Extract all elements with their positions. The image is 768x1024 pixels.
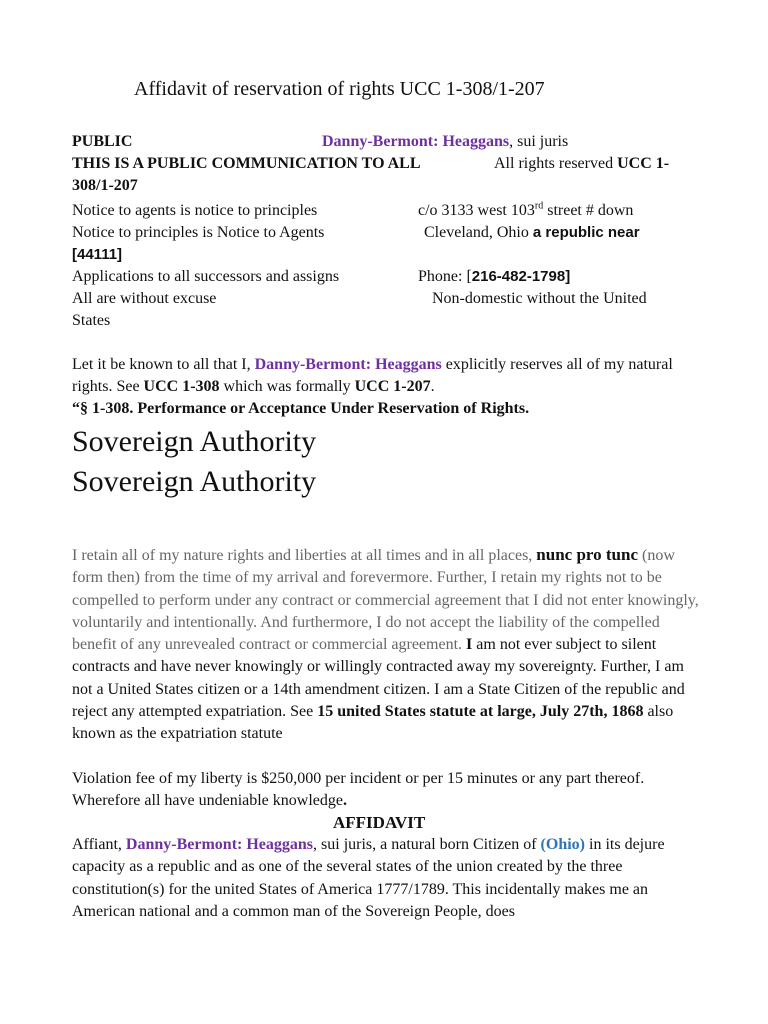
city-line xyxy=(424,222,640,244)
zip-code: [44111] xyxy=(72,246,123,263)
republic-near-text: a republic near xyxy=(532,224,640,241)
retain-text-3: am not ever subject to silent contracts and have never knowingly or willingly contracted away my sovereignty. Further, I am not a United States citizen or a 14th amendment citizen. I am a State Citizen of the republic and reject any attempted expatriation. See xyxy=(72,636,685,721)
affiant-name-affidavit: Danny-Bermont: Heaggans xyxy=(125,836,314,853)
affiant-name: Danny-Bermont: Heaggans xyxy=(322,133,510,150)
retain-rights-paragraph xyxy=(72,544,702,746)
retain-text-1: I retain all of my nature rights and liberties at all times and in all places, xyxy=(72,547,537,564)
ucc-reference-continued: 308/1-207 xyxy=(72,177,138,194)
reservation-paragraph xyxy=(72,354,702,399)
header-name-line xyxy=(322,131,568,153)
retain-text-2: (now form then) from the time of my arrival and forevermore. Further, I retain my rights not to be compelled to perform under any contract or commercial agreement that I did not enter knowingly, voluntarily and intentionally. And furthermore, I do not accept the liability of the compelled benefit of any unrevealed contract or commercial agreement. xyxy=(72,547,699,654)
violation-period: . xyxy=(342,792,347,810)
document-title: Affidavit of reservation of rights UCC 1-308/1-207 xyxy=(134,78,545,100)
phone-label: Phone: [ xyxy=(418,268,472,285)
phone-line xyxy=(418,266,570,288)
phone-number: 216-482-1798] xyxy=(471,268,571,285)
address-text: c/o 3133 west 103 xyxy=(418,202,535,219)
city-text: Cleveland, Ohio xyxy=(424,224,533,241)
known-text-3: which was formally xyxy=(219,378,355,396)
ucc-1-308-ref: UCC 1-308 xyxy=(143,378,220,396)
affidavit-heading: AFFIDAVIT xyxy=(333,813,426,832)
known-text-1: Let it be known to all that I, xyxy=(72,356,255,373)
address-suffix: street # down xyxy=(543,202,634,219)
affidavit-text-3: in its dejure capacity as a republic and as one of the several states of the union created by the three constitution(s) for the united States of America 1777/1789. This incidentally makes me an American national and a common man of the Sovereign People, does xyxy=(72,836,665,920)
rights-reserved-line xyxy=(494,153,669,175)
violation-paragraph xyxy=(72,768,702,813)
ucc-1-207-ref: UCC 1-207 xyxy=(354,378,431,396)
affidavit-paragraph xyxy=(72,834,702,923)
retain-text-4: also known as the expatriation statute xyxy=(72,703,674,743)
affidavit-text-1: Affiant, xyxy=(72,836,126,853)
non-domestic-line: Non-domestic without the United xyxy=(432,290,647,307)
public-label: PUBLIC xyxy=(72,133,133,150)
expatriation-statute-ref: 15 united States statute at large, July 27th, 1868 xyxy=(317,703,644,721)
without-excuse-line: All are without excuse xyxy=(72,290,217,307)
public-communication-heading: THIS IS A PUBLIC COMMUNICATION TO ALL xyxy=(72,155,421,172)
address-line xyxy=(418,200,633,222)
known-text-2: explicitly reserves all of my natural rights. See xyxy=(72,356,673,396)
states-line: States xyxy=(72,312,111,329)
nunc-pro-tunc: nunc pro tunc xyxy=(536,545,639,564)
affiant-name-inline: Danny-Bermont: Heaggans xyxy=(254,356,442,373)
ohio-state: (Ohio) xyxy=(540,836,585,853)
sovereign-authority-heading-2: Sovereign Authority xyxy=(72,465,317,498)
notice-line-1: Notice to agents is notice to principles xyxy=(72,202,318,219)
rights-reserved-text: All rights reserved xyxy=(494,155,614,172)
sovereign-authority-heading-1: Sovereign Authority xyxy=(72,425,317,458)
notice-line-2: Notice to principles is Notice to Agents xyxy=(72,224,325,241)
address-ordinal: rd xyxy=(534,200,544,212)
retain-text-i: I xyxy=(466,636,473,654)
ucc-reference: UCC 1- xyxy=(617,155,670,172)
sui-juris-text: , sui juris xyxy=(509,133,569,150)
violation-text: Violation fee of my liberty is $250,000 per incident or per 15 minutes or any part thereof. Wherefore all have undeniable knowledge xyxy=(72,770,645,810)
section-heading: “§ 1-308. Performance or Acceptance Under Reservation of Rights. xyxy=(72,400,530,417)
known-text-4: . xyxy=(430,378,435,396)
affidavit-text-2: , sui juris, a natural born Citizen of xyxy=(313,836,541,853)
applications-line: Applications to all successors and assigns xyxy=(72,268,340,285)
